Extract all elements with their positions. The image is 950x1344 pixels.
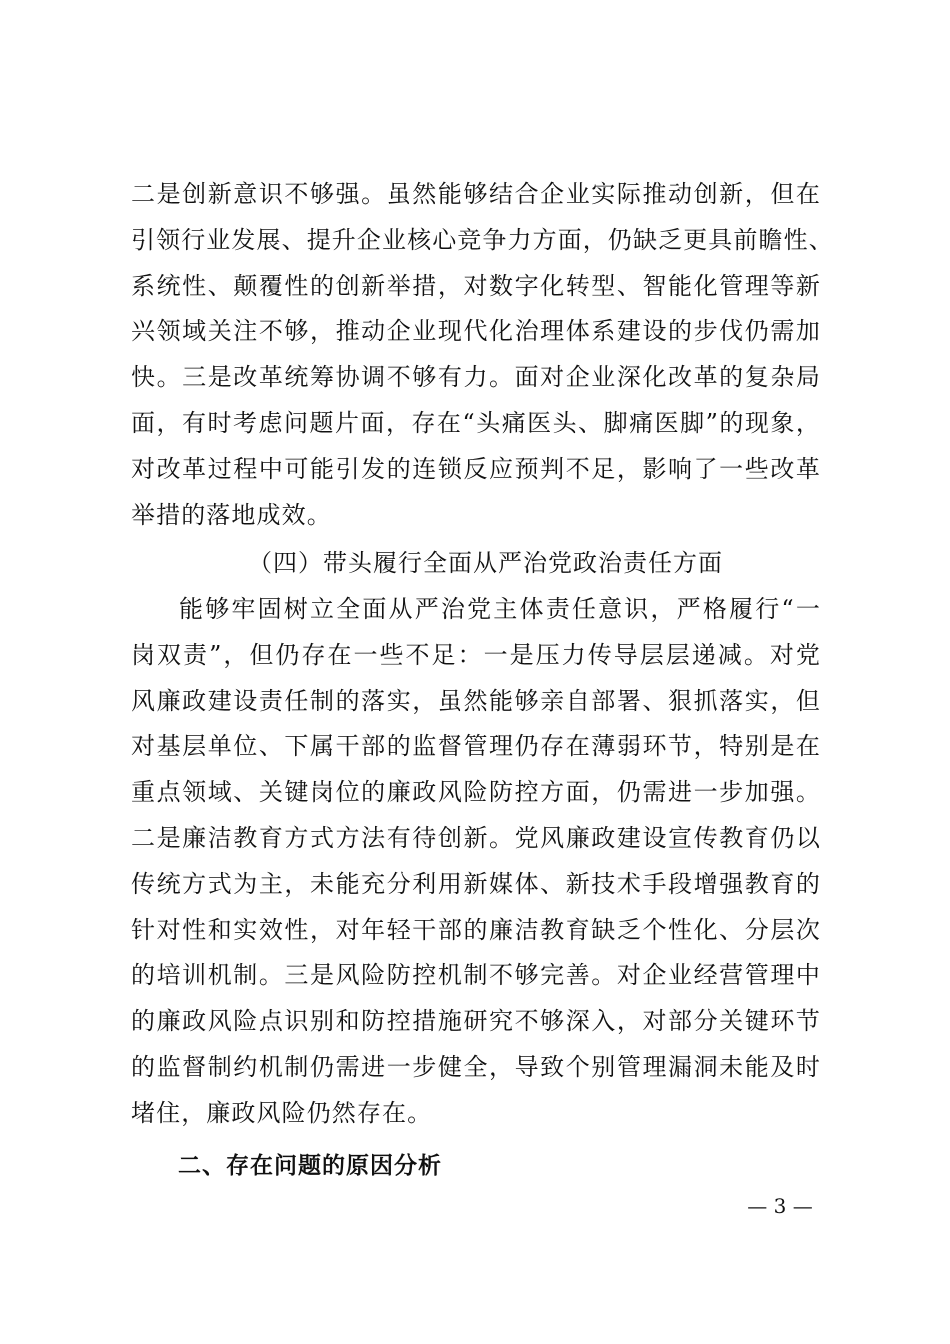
paragraph-line: 面，有时考虑问题片面，存在“头痛医头、脚痛医脚”的现象，: [131, 408, 821, 437]
paragraph-line: 重点领域、关键岗位的廉政风险防控方面，仍需进一步加强。: [131, 778, 821, 807]
heading-cause-analysis: 二、存在问题的原因分析: [178, 1153, 442, 1179]
paragraph-line: 的培训机制。三是风险防控机制不够完善。对企业经营管理中: [131, 961, 821, 990]
paragraph-line: 兴领域关注不够，推动企业现代化治理体系建设的步伐仍需加: [131, 317, 821, 346]
paragraph-line: 针对性和实效性，对年轻干部的廉洁教育缺乏个性化、分层次: [131, 915, 821, 944]
page-number: — 3 —: [747, 1194, 813, 1218]
paragraph-line: 对基层单位、下属干部的监督管理仍存在薄弱环节，特别是在: [131, 732, 821, 761]
paragraph-line: 的监督制约机制仍需进一步健全，导致个别管理漏洞未能及时: [131, 1052, 821, 1081]
paragraph-line: 二是廉洁教育方式方法有待创新。党风廉政建设宣传教育仍以: [131, 823, 821, 852]
section-heading-four: （四）带头履行全面从严治党政治责任方面: [248, 549, 723, 577]
paragraph-line: 风廉政建设责任制的落实，虽然能够亲自部署、狠抓落实，但: [131, 686, 821, 715]
paragraph-party-discipline: [131, 587, 821, 1137]
paragraph-line: 传统方式为主，未能充分利用新媒体、新技术手段增强教育的: [131, 869, 821, 898]
paragraph-innovation-reform: [131, 172, 834, 538]
paragraph-line: 岗双责”，但仍存在一些不足：一是压力传导层层递减。对党: [131, 640, 821, 669]
paragraph-line: 快。三是改革统筹协调不够有力。面对企业深化改革的复杂局: [131, 363, 821, 392]
paragraph-line: 堵住，廉政风险仍然存在。: [131, 1098, 433, 1127]
paragraph-line: 能够牢固树立全面从严治党主体责任意识，严格履行“一: [179, 595, 821, 623]
paragraph-line: 二是创新意识不够强。虽然能够结合企业实际推动创新，但在: [131, 180, 821, 208]
paragraph-line: 引领行业发展、提升企业核心竞争力方面，仍缺乏更具前瞻性、: [131, 225, 834, 254]
paragraph-line: 举措的落地成效。: [131, 500, 332, 529]
paragraph-line: 系统性、颠覆性的创新举措，对数字化转型、智能化管理等新: [131, 271, 821, 300]
paragraph-line: 的廉政风险点识别和防控措施研究不够深入，对部分关键环节: [131, 1007, 821, 1036]
paragraph-line: 对改革过程中可能引发的连锁反应预判不足，影响了一些改革: [131, 454, 821, 483]
